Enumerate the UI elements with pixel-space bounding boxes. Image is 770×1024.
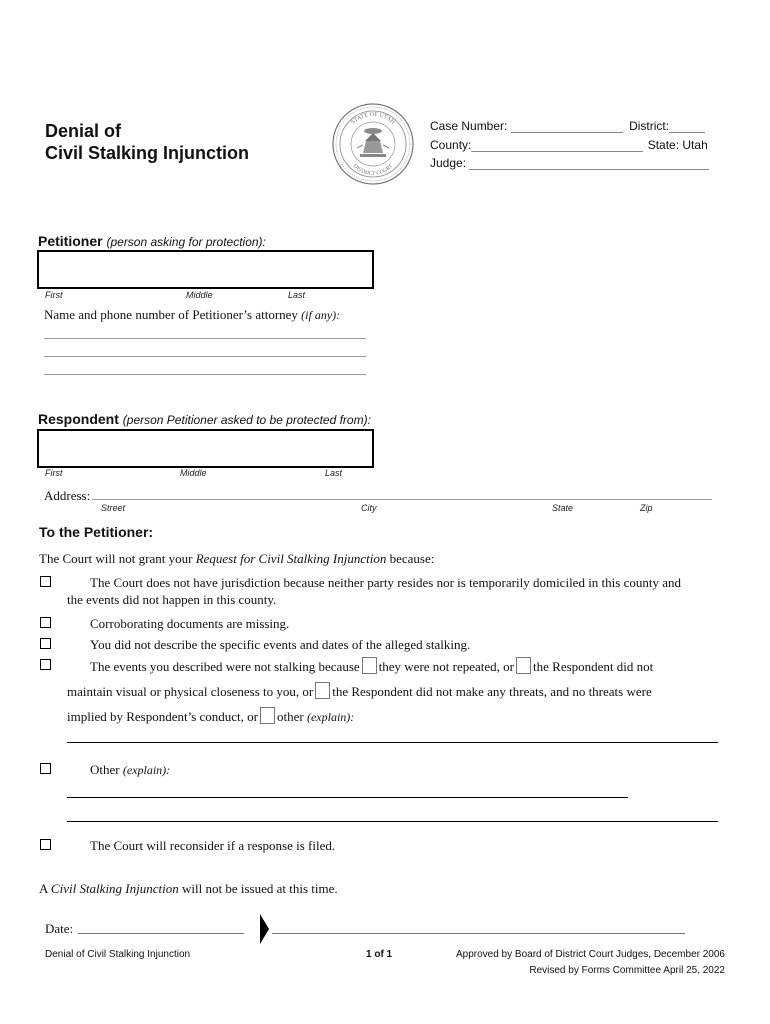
district-field[interactable] <box>669 118 705 133</box>
date-label: Date: <box>45 921 74 936</box>
to-petitioner-heading: To the Petitioner: <box>39 524 154 540</box>
form-title-line1: Denial of <box>45 121 122 141</box>
svg-text:DISTRICT COURT: DISTRICT COURT <box>351 163 395 178</box>
case-number-field[interactable] <box>511 118 623 133</box>
county-label: County: <box>430 138 472 152</box>
state-label: State: Utah <box>647 138 708 152</box>
no-closeness-text-b: maintain visual or physical closeness to you, or <box>67 684 314 699</box>
other-label-text: Other <box>90 762 120 777</box>
case-number-label: Case Number: <box>430 119 508 133</box>
footer-approved: Approved by Board of District Court Judges, December 2006 <box>455 949 725 960</box>
intro-text-em: Request for Civil Stalking Injunction <box>195 551 387 566</box>
address-field[interactable] <box>92 499 712 500</box>
judge-signature-line[interactable] <box>272 933 685 934</box>
footer-page-text: 1 of 1 <box>366 949 393 960</box>
no-closeness-checkbox[interactable] <box>516 657 531 674</box>
not-stalking-text: The events you described were not stalking because <box>90 659 360 674</box>
petitioner-heading <box>38 233 266 249</box>
attorney-line-2[interactable] <box>44 356 366 357</box>
address-zip-label: Zip <box>640 503 653 513</box>
respondent-heading <box>38 411 371 427</box>
petitioner-heading-note: (person asking for protection): <box>106 235 266 249</box>
form-title-line2: Civil Stalking Injunction <box>45 143 250 163</box>
attorney-label-text: Name and phone number of Petitioner’s attorney <box>44 307 298 322</box>
county-field[interactable] <box>471 137 643 152</box>
intro-text <box>39 550 434 567</box>
signature-arrow-icon <box>258 913 270 945</box>
other-reason-explain: (explain): <box>306 710 355 724</box>
petitioner-first-label: First <box>45 290 63 300</box>
address-state-label: State <box>552 503 574 513</box>
reconsider-checkbox[interactable] <box>40 839 51 850</box>
svg-text:STATE OF UTAH: STATE OF UTAH <box>350 111 396 126</box>
judge-label: Judge: <box>430 156 467 170</box>
reason-events-checkbox[interactable] <box>40 638 51 649</box>
attorney-line-3[interactable] <box>44 374 366 375</box>
court-seal-logo <box>332 103 414 185</box>
not-repeated-checkbox[interactable] <box>362 657 377 674</box>
respondent-heading-note: (person Petitioner asked to be protected from): <box>122 413 371 427</box>
reason-jurisdiction-line2: the events did not happen in this county. <box>67 592 277 607</box>
other-reason-checkbox[interactable] <box>260 707 275 724</box>
petitioner-heading-text: Petitioner <box>38 233 103 249</box>
conclusion-text-b: will not be issued at this time. <box>178 881 338 896</box>
other-checkbox[interactable] <box>40 763 51 774</box>
reason-not-stalking-checkbox[interactable] <box>40 659 51 670</box>
county-row <box>430 137 708 152</box>
address-street-label: Street <box>101 503 126 513</box>
petitioner-middle-label: Middle <box>186 290 213 300</box>
conclusion-text-a: A <box>39 881 51 896</box>
attorney-line-1[interactable] <box>44 338 366 339</box>
not-repeated-text: they were not repeated, or <box>378 659 515 674</box>
reason-not-stalking-line1 <box>90 657 653 675</box>
reason-events-text: You did not describe the specific events and dates of the alleged stalking. <box>90 637 471 652</box>
no-threats-text: the Respondent did not make any threats, and no threats were <box>332 684 652 699</box>
conclusion-text <box>39 880 338 897</box>
reason-documents-checkbox[interactable] <box>40 617 51 628</box>
address-city-label: City <box>361 503 377 513</box>
footer-page-number <box>366 949 392 960</box>
other-reason-text: other <box>277 709 304 724</box>
respondent-last-label: Last <box>325 468 343 478</box>
address-label: Address: <box>44 488 91 503</box>
respondent-heading-text: Respondent <box>38 411 119 427</box>
no-threats-checkbox[interactable] <box>315 682 330 699</box>
form-title <box>45 120 249 164</box>
other-explain-line-1[interactable] <box>67 797 628 798</box>
conclusion-text-em: Civil Stalking Injunction <box>50 881 179 896</box>
judge-row <box>430 155 709 170</box>
attorney-label <box>44 306 340 324</box>
attorney-label-note: (if any): <box>301 308 341 322</box>
other-label-explain: (explain): <box>122 763 171 777</box>
judge-field[interactable] <box>469 155 709 170</box>
other-label <box>90 761 170 779</box>
reason-not-stalking-line3 <box>67 707 354 726</box>
reconsider-text: The Court will reconsider if a response is filed. <box>90 838 336 853</box>
district-label: District: <box>629 119 670 133</box>
implied-conduct-text: implied by Respondent’s conduct, or <box>67 709 259 724</box>
intro-text-b: because: <box>386 551 435 566</box>
other-explain-line-2[interactable] <box>67 821 718 822</box>
respondent-middle-label: Middle <box>180 468 207 478</box>
reason-jurisdiction-line1: The Court does not have jurisdiction because neither party resides nor is temporarily domiciled in this county and <box>90 575 681 590</box>
footer-revised: Revised by Forms Committee April 25, 2022 <box>529 965 725 976</box>
petitioner-last-label: Last <box>288 290 306 300</box>
respondent-first-label: First <box>45 468 63 478</box>
no-closeness-text-a: the Respondent did not <box>533 659 654 674</box>
reason-jurisdiction-checkbox[interactable] <box>40 576 51 587</box>
footer-form-name: Denial of Civil Stalking Injunction <box>45 949 191 960</box>
case-number-row <box>430 118 705 133</box>
reason-documents-text: Corroborating documents are missing. <box>90 616 290 631</box>
date-field[interactable] <box>78 933 244 934</box>
petitioner-name-input[interactable] <box>37 250 374 289</box>
intro-text-a: The Court will not grant your <box>39 551 196 566</box>
reason-not-stalking-line2 <box>67 682 652 700</box>
respondent-name-input[interactable] <box>37 429 374 468</box>
other-reason-explain-line[interactable] <box>67 742 718 743</box>
